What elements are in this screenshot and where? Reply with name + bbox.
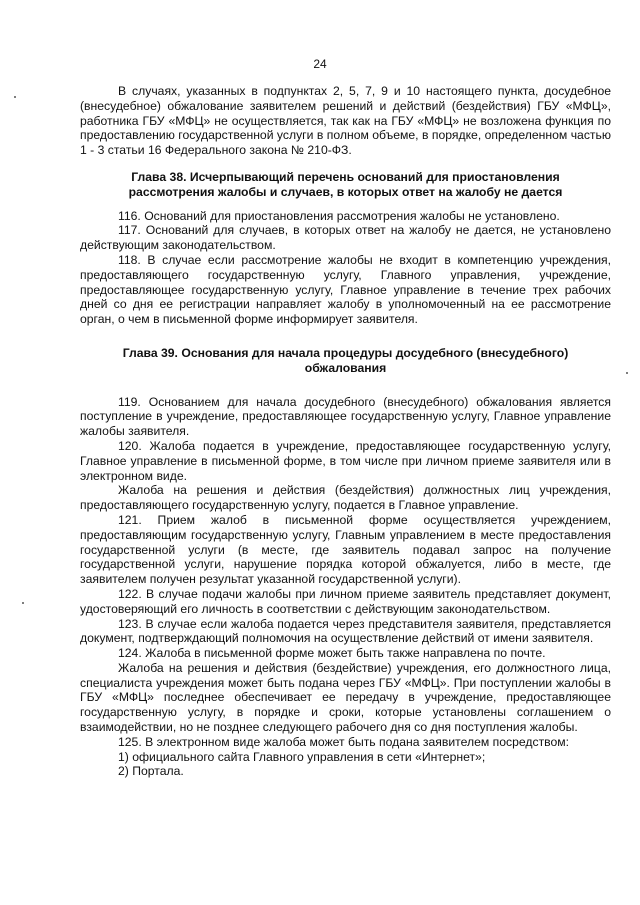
paragraph-122: 122. В случае подачи жалобы при личном приеме заявитель представляет документ, удостоверяющий его личность в соответствии с действующим законодательством. [80, 586, 611, 616]
paragraph-124: 124. Жалоба в письменной форме может быть также направлена по почте. [118, 646, 546, 661]
paragraph-124-continued: Жалоба на решения и действия (бездействие) учреждения, его должностного лица, специалиста учреждения может быть подана через ГБУ «МФЦ». При поступлении жалобы в ГБУ «МФЦ» последнее обеспечивает ее передачу в учреждение, предоставляющее государственную услугу, в порядке и сроки, которые установлены соглашением о взаимодействии, но не позднее следующего рабочего дня со дня поступления жалобы. [80, 660, 611, 735]
page-number: 24 [313, 57, 327, 71]
paragraph-116: 116. Оснований для приостановления рассмотрения жалобы не установлено. [118, 208, 560, 223]
paragraph-123: 123. В случае если жалоба подается через представителя заявителя, представляется документ, подтверждающий полномочия на осуществление действий от имени заявителя. [80, 616, 611, 646]
paragraph-125-item-2: 2) Портала. [118, 764, 184, 779]
chapter-38-heading: Глава 38. Исчерпывающий перечень оснований для приостановления рассмотрения жалобы и случаев, в которых ответ на жалобу не дается [128, 169, 563, 199]
paragraph-120: 120. Жалоба подается в учреждение, предоставляющее государственную услугу, Главное управление в письменной форме, в том числе при личном приеме заявителя или в электронном виде. [80, 438, 611, 483]
paragraph-125: 125. В электронном виде жалоба может быть подана заявителем посредством: [118, 734, 570, 749]
paragraph-125-item-1: 1) официального сайта Главного управления в сети «Интернет»; [118, 749, 486, 764]
paragraph-118: 118. В случае если рассмотрение жалобы не входит в компетенцию учреждения, предоставляющего государственную услугу, Главного управления, учреждение, предоставляющее государственную услугу, Главное управление в течение трех рабочих дней со дня ее регистрации направляет жалобу в уполномоченный на ее рассмотрение орган, о чем в письменной форме информирует заявителя. [80, 252, 611, 327]
page-body [80, 84, 611, 779]
chapter-39-heading: Глава 39. Основания для начала процедуры досудебного (внесудебного) обжалования [122, 345, 569, 375]
scan-speck [14, 96, 16, 98]
intro-paragraph: В случаях, указанных в подпунктах 2, 5, 7, 9 и 10 настоящего пункта, досудебное (внесудебное) обжалование заявителем решений и действий (бездействия) ГБУ «МФЦ», работника ГБУ «МФЦ» не осуществляется, так как на ГБУ «МФЦ» не возложена функция по предоставлению государственной услуги в полном объеме, в порядке, определенном частью 1 - 3 статьи 16 Федерального закона № 210-ФЗ. [80, 84, 611, 158]
scan-speck [22, 602, 24, 604]
scan-speck [626, 372, 628, 374]
paragraph-120-continued: Жалоба на решения и действия (бездействия) должностных лиц учреждения, предоставляющего государственную услугу, подается в Главное управление. [80, 483, 611, 513]
paragraph-117: 117. Оснований для случаев, в которых ответ на жалобу не дается, не установлено действующим законодательством. [80, 223, 611, 253]
paragraph-121: 121. Прием жалоб в письменной форме осуществляется учреждением, предоставляющим государственную услугу, Главным управлением в месте предоставления государственной услуги (в месте, где заявитель подавал запрос на получение государственной услуги, нарушение порядка которой обжалуется, либо в месте, где заявителем получен результат указанной государственной услуги). [80, 512, 611, 587]
paragraph-119: 119. Основанием для начала досудебного (внесудебного) обжалования является поступление в учреждение, предоставляющее государственную услугу, Главное управление жалобы заявителя. [80, 394, 611, 439]
